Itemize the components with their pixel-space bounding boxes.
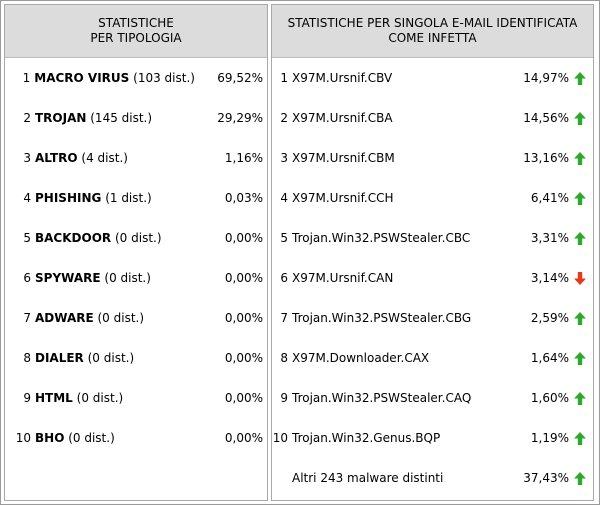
- type-name-cell: [35, 191, 193, 205]
- malware-row: [272, 338, 593, 378]
- row-index: 10: [15, 431, 31, 445]
- malware-name: Trojan.Win32.PSWStealer.CAQ: [292, 391, 472, 405]
- malware-row: [272, 218, 593, 258]
- type-percentage: 0,00%: [224, 271, 263, 285]
- row-index: 8: [23, 351, 31, 365]
- type-name: HTML: [35, 391, 73, 405]
- malware-percentage: 14,97%: [523, 71, 569, 85]
- type-name-cell: [35, 391, 193, 405]
- type-stats-header-line1: STATISTICHE: [98, 16, 174, 30]
- trend-down-arrow-icon: [571, 271, 589, 285]
- type-distinct-count: (0 dist.): [114, 231, 162, 245]
- malware-name: X97M.Ursnif.CBM: [292, 151, 395, 165]
- row-index: 9: [23, 391, 31, 405]
- row-index: 5: [23, 231, 31, 245]
- type-name: MACRO VIRUS: [34, 71, 130, 85]
- type-name: SPYWARE: [35, 271, 101, 285]
- trend-up-arrow-icon: [571, 191, 589, 205]
- malware-percentage: 1,19%: [530, 431, 569, 445]
- type-stats-row: [5, 298, 267, 338]
- type-stats-row: [5, 418, 267, 458]
- type-name: PHISHING: [35, 191, 102, 205]
- type-stats-row: [5, 378, 267, 418]
- malware-percentage: 1,64%: [530, 351, 569, 365]
- malware-name: X97M.Ursnif.CBV: [292, 71, 393, 85]
- type-name: TROJAN: [35, 111, 87, 125]
- type-name-cell: [35, 151, 193, 165]
- row-index: 3: [23, 151, 31, 165]
- row-index: 2: [23, 111, 31, 125]
- type-distinct-count: (4 dist.): [81, 151, 128, 165]
- type-name: ADWARE: [35, 311, 94, 325]
- type-distinct-count: (145 dist.): [90, 111, 153, 125]
- row-index: 5: [280, 231, 288, 245]
- type-name-cell: [35, 231, 193, 245]
- email-stats-panel: [271, 4, 594, 501]
- malware-row: [272, 98, 593, 138]
- type-stats-row: [5, 98, 267, 138]
- trend-up-arrow-icon: [571, 151, 589, 165]
- trend-up-arrow-icon: [571, 431, 589, 445]
- row-index: 4: [23, 191, 31, 205]
- malware-name: X97M.Ursnif.CBA: [292, 111, 393, 125]
- malware-percentage: 14,56%: [523, 111, 569, 125]
- row-index: 8: [280, 351, 288, 365]
- type-distinct-count: (0 dist.): [76, 391, 124, 405]
- trend-up-arrow-icon: [571, 311, 589, 325]
- row-index: 6: [280, 271, 288, 285]
- type-name-cell: [35, 311, 193, 325]
- type-distinct-count: (0 dist.): [87, 351, 135, 365]
- trend-up-arrow-icon: [571, 391, 589, 405]
- type-percentage: 69,52%: [217, 71, 263, 85]
- malware-percentage: 1,60%: [530, 391, 569, 405]
- malware-name: X97M.Downloader.CAX: [292, 351, 430, 365]
- type-name: BHO: [35, 431, 65, 445]
- email-stats-header-line2: COME INFETTA: [388, 31, 477, 45]
- email-stats-header: [272, 5, 593, 58]
- malware-name: Trojan.Win32.PSWStealer.CBG: [292, 311, 472, 325]
- row-index: 3: [280, 151, 288, 165]
- trend-up-arrow-icon: [571, 231, 589, 245]
- row-index: 7: [280, 311, 288, 325]
- row-index: 9: [280, 391, 288, 405]
- malware-row: [272, 258, 593, 298]
- malware-name: Trojan.Win32.Genus.BQP: [292, 431, 441, 445]
- malware-row: [272, 378, 593, 418]
- type-percentage: 1,16%: [224, 151, 263, 165]
- row-index: 1: [280, 71, 288, 85]
- type-percentage: 0,00%: [224, 431, 263, 445]
- row-index: 7: [23, 311, 31, 325]
- row-index: 10: [272, 431, 288, 445]
- row-index: 6: [23, 271, 31, 285]
- type-distinct-count: (103 dist.): [133, 71, 195, 85]
- malware-percentage: 3,14%: [530, 271, 569, 285]
- email-stats-header-line1: STATISTICHE PER SINGOLA E-MAIL IDENTIFICATA: [287, 16, 578, 30]
- type-name: ALTRO: [35, 151, 78, 165]
- type-percentage: 0,00%: [224, 311, 263, 325]
- malware-name: Trojan.Win32.PSWStealer.CBC: [292, 231, 471, 245]
- malware-percentage: 13,16%: [523, 151, 569, 165]
- malware-row: [272, 298, 593, 338]
- other-malware-row: [272, 458, 593, 498]
- type-distinct-count: (0 dist.): [97, 311, 145, 325]
- malware-percentage: 3,31%: [530, 231, 569, 245]
- other-malware-label: Altri 243 malware distinti: [292, 471, 444, 485]
- type-percentage: 29,29%: [217, 111, 263, 125]
- trend-up-arrow-icon: [571, 471, 589, 485]
- type-distinct-count: (0 dist.): [104, 271, 151, 285]
- type-percentage: 0,03%: [224, 191, 263, 205]
- type-percentage: 0,00%: [224, 231, 263, 245]
- malware-row: [272, 58, 593, 98]
- malware-percentage: 6,41%: [530, 191, 569, 205]
- trend-up-arrow-icon: [571, 71, 589, 85]
- row-index: 1: [22, 71, 31, 85]
- malware-row: [272, 178, 593, 218]
- row-index: 2: [280, 111, 288, 125]
- type-name-cell: [35, 111, 193, 125]
- type-name-cell: [35, 431, 193, 445]
- type-name: DIALER: [35, 351, 84, 365]
- type-name-cell: [35, 271, 193, 285]
- type-stats-row: [5, 138, 267, 178]
- trend-up-arrow-icon: [571, 351, 589, 365]
- type-name-cell: [35, 351, 193, 365]
- type-distinct-count: (1 dist.): [105, 191, 152, 205]
- malware-row: [272, 138, 593, 178]
- type-stats-header: [5, 5, 267, 58]
- type-stats-row: [5, 178, 267, 218]
- malware-name: X97M.Ursnif.CCH: [292, 191, 394, 205]
- row-index: 4: [280, 191, 288, 205]
- other-malware-percentage: 37,43%: [523, 471, 569, 485]
- type-distinct-count: (0 dist.): [68, 431, 115, 445]
- type-stats-row: [5, 58, 267, 98]
- type-percentage: 0,00%: [224, 351, 263, 365]
- trend-up-arrow-icon: [571, 111, 589, 125]
- malware-name: X97M.Ursnif.CAN: [292, 271, 394, 285]
- type-stats-header-line2: PER TIPOLOGIA: [90, 31, 182, 45]
- type-stats-row: [5, 338, 267, 378]
- type-stats-row: [5, 218, 267, 258]
- malware-row: [272, 418, 593, 458]
- type-name-cell: [34, 71, 195, 85]
- type-stats-panel: [4, 4, 268, 501]
- type-percentage: 0,00%: [224, 391, 263, 405]
- malware-percentage: 2,59%: [530, 311, 569, 325]
- type-name: BACKDOOR: [35, 231, 112, 245]
- type-stats-row: [5, 258, 267, 298]
